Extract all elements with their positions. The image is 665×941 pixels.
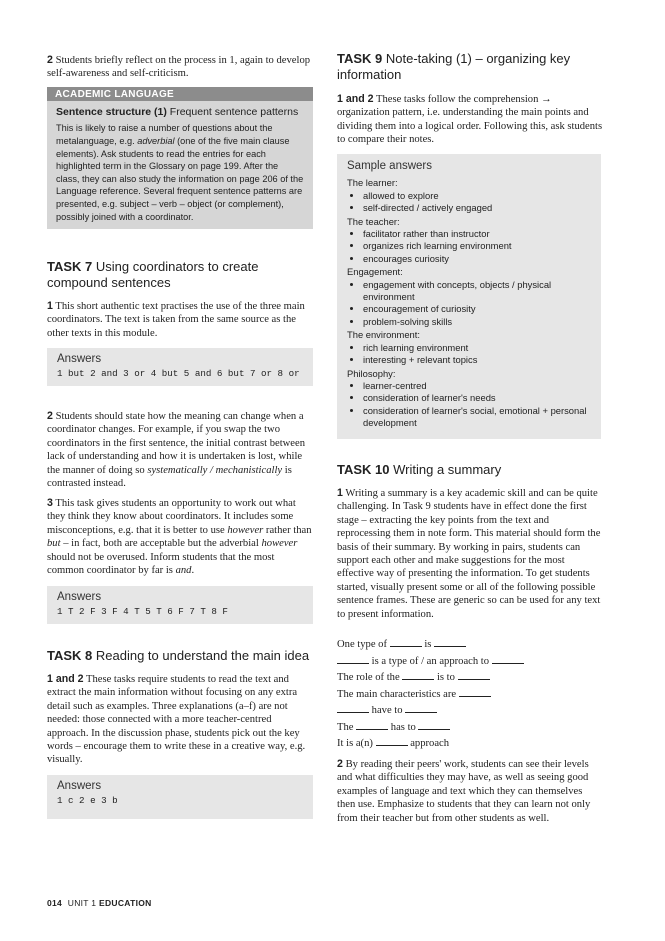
answers-text: 1 T 2 F 3 F 4 T 5 T 6 F 7 T 8 F bbox=[57, 606, 228, 618]
task9-paragraph-1: 1 and 2 These tasks follow the comprehension → organization pattern, i.e. understanding the main points and dividing them into a logical order. Following this, ask students to compare their notes. bbox=[337, 93, 603, 146]
sample-group-list bbox=[347, 380, 591, 430]
unit-label: UNIT 1 bbox=[67, 898, 97, 908]
task10-heading: TASK 10 Writing a summary bbox=[337, 462, 502, 477]
answers-title: Answers bbox=[57, 353, 102, 365]
sentence-frame-7: It is a(n) approach bbox=[337, 738, 450, 749]
sample-answers-title: Sample answers bbox=[347, 160, 433, 172]
list-item: • allowed to explore bbox=[363, 190, 591, 202]
blank-line bbox=[356, 721, 388, 730]
list-item: • consideration of learner's social, emotional + personal development bbox=[363, 405, 591, 430]
sentence-frames bbox=[337, 638, 603, 754]
sample-group-list bbox=[347, 190, 591, 215]
sentence-frame-5: have to bbox=[337, 704, 603, 717]
sample-group-list bbox=[347, 342, 591, 367]
sample-answers-groups bbox=[347, 177, 591, 429]
blank-line bbox=[390, 638, 422, 647]
blank-line bbox=[459, 688, 491, 697]
sample-group-heading: The environment: bbox=[347, 329, 420, 341]
page-number: 014 bbox=[47, 898, 63, 908]
blank-line bbox=[337, 704, 369, 713]
blank-line bbox=[376, 737, 408, 746]
answers-text: 1 c 2 e 3 b bbox=[57, 795, 118, 807]
task7-answers-box bbox=[47, 348, 313, 386]
task7-paragraph-3: 3 This task gives students an opportunity to work out what they think they know about coordinators. It includes some misconceptions, e.g. that it is better to use however rather than but – in fact, both are acceptable but the adverbial however should not be overused. Inform students that the most common coordinator by far is and. bbox=[47, 497, 312, 577]
task8-paragraph-1: 1 and 2 These tasks require students to read the text and extract the main information without focusing on any extra detail such as examples. Three explanations (a–f) are not needed: those connected with a more teacher-centred approach. In the discussion phase, students pick out the key words – encourage them to write these in a creative way, e.g. visually. bbox=[47, 673, 306, 766]
task10-paragraph-2: 2 By reading their peers' work, students can see their levels and what difficulties they may have, as well as seeing good examples of language and text which they can themselves then use. Emphasize to students that they can learn not only from their teacher but from other students as well. bbox=[337, 758, 591, 824]
blank-line bbox=[337, 655, 369, 664]
task7-paragraph-1: 1 This short authentic text practises the use of the three main coordinators. The text is taken from the same source as the other texts in this module. bbox=[47, 300, 305, 339]
sample-group-list bbox=[347, 228, 591, 265]
blank-line bbox=[418, 721, 450, 730]
sample-group-heading: Engagement: bbox=[347, 266, 403, 278]
list-item: • engagement with concepts, objects / physical environment bbox=[363, 279, 591, 304]
answers-title: Answers bbox=[57, 591, 102, 603]
section-label: EDUCATION bbox=[99, 898, 152, 908]
sentence-frame-6: The has to bbox=[337, 721, 603, 734]
list-item: • facilitator rather than instructor bbox=[363, 228, 591, 240]
list-item: • self-directed / actively engaged bbox=[363, 202, 591, 214]
blank-line bbox=[458, 671, 490, 680]
intro-paragraph: 2 Students briefly reflect on the process in 1, again to develop self-awareness and self-criticism. bbox=[47, 54, 311, 80]
task7-answers-box-2 bbox=[47, 586, 313, 624]
task7-heading: TASK 7 Using coordinators to create compound sentences bbox=[47, 259, 259, 290]
task8-heading: TASK 8 Reading to understand the main idea bbox=[47, 648, 310, 663]
answers-title: Answers bbox=[57, 780, 102, 792]
task9-sample-answers-box bbox=[337, 154, 601, 439]
task8-answers-box bbox=[47, 775, 313, 819]
academic-language-label: ACADEMIC LANGUAGE bbox=[47, 87, 313, 101]
sample-group-heading: The teacher: bbox=[347, 215, 400, 227]
blank-line bbox=[492, 655, 524, 664]
academic-language-text: This is likely to raise a number of questions about the metalanguage, e.g. adverbial (one of the five main clause elements). Ask students to read the entries for each highlighted term in the Glossary on page 199. After the class, they can also study the information on page 206 of the Language reference. Several frequent sentence patterns are presented, e.g. subject – verb – object (or complement), possibly joined with a coordinator. bbox=[56, 123, 304, 222]
sentence-frame-3: The role of the is to bbox=[337, 671, 603, 684]
answers-text: 1 but 2 and 3 or 4 but 5 and 6 but 7 or 8 or bbox=[57, 368, 300, 380]
academic-language-subtitle: Sentence structure (1) Frequent sentence patterns bbox=[56, 106, 299, 118]
sentence-frame-1: One type of is bbox=[337, 638, 603, 651]
blank-line bbox=[402, 671, 434, 680]
task9-heading: TASK 9 Note-taking (1) – organizing key information bbox=[337, 51, 571, 82]
list-item: • encouragement of curiosity bbox=[363, 303, 591, 315]
list-item: • organizes rich learning environment bbox=[363, 240, 591, 252]
sentence-frame-2: is a type of / an approach to bbox=[337, 655, 603, 668]
task7-paragraph-2: 2 Students should state how the meaning can change when a coordinator changes. For example, if you swap the two coordinators in the first sentence, the initial contrast between lack of understanding and how it is undertaken is lost, while the manner of doing so systematically / mechanistically is contrasted instead. bbox=[47, 410, 305, 490]
list-item: • learner-centred bbox=[363, 380, 591, 392]
list-item: • interesting + relevant topics bbox=[363, 354, 591, 366]
task10-paragraph-1: 1 Writing a summary is a key academic skill and can be quite challenging. In Task 9 students have in effect done the first stage – extracting the key points from the text and reprocessing them in note form. This material should form the basis of their summary. By working in pairs, students can support each other and make suggestions for the most effective way of presenting the information. To get students started, visually present some or all of the following possible sentence frames. These are generic so can be used for any text to present information. bbox=[337, 487, 601, 620]
sample-group-list bbox=[347, 279, 591, 329]
sentence-frame-4: The main characteristics are bbox=[337, 688, 603, 701]
blank-line bbox=[434, 638, 466, 647]
list-item: • rich learning environment bbox=[363, 342, 591, 354]
list-item: • encourages curiosity bbox=[363, 253, 591, 265]
academic-language-body bbox=[47, 101, 313, 229]
blank-line bbox=[405, 704, 437, 713]
page-footer bbox=[47, 898, 152, 908]
sample-group-heading: Philosophy: bbox=[347, 367, 396, 379]
list-item: • consideration of learner's needs bbox=[363, 392, 591, 404]
list-item: • problem-solving skills bbox=[363, 316, 591, 328]
academic-language-box bbox=[47, 87, 313, 229]
sample-group-heading: The learner: bbox=[347, 177, 398, 189]
